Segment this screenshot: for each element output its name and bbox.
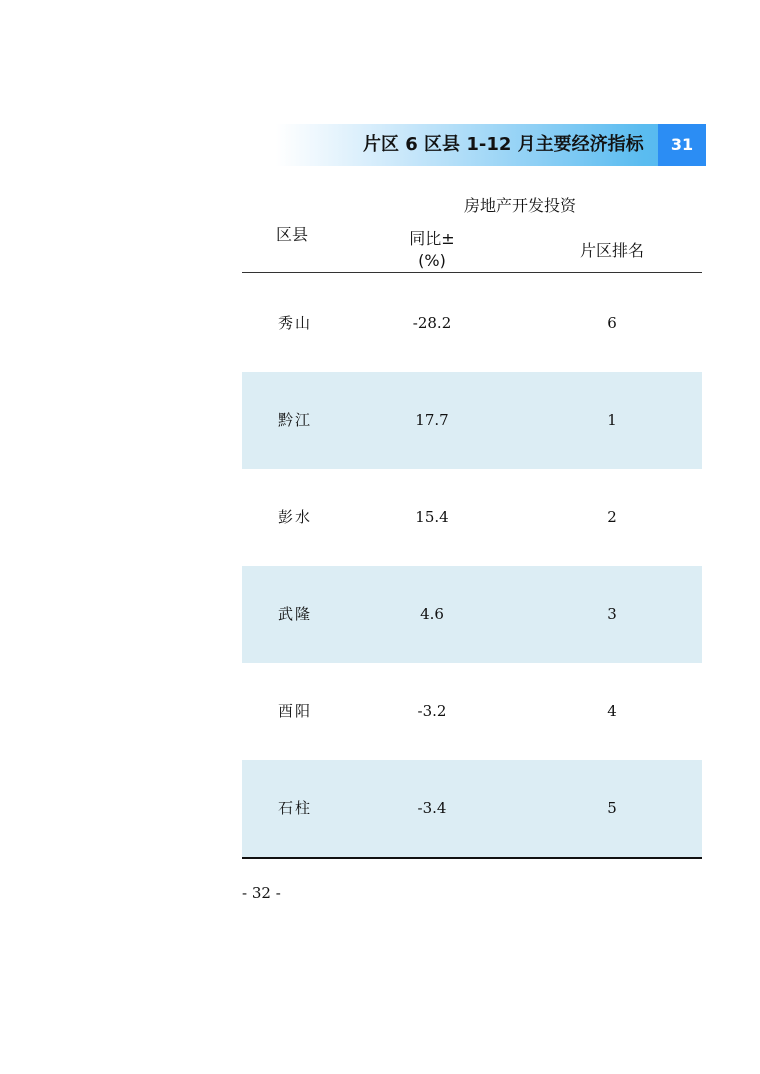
table-row	[242, 372, 702, 469]
header-yoy-unit: (%)	[418, 251, 446, 270]
rank-cell: 4	[607, 702, 617, 720]
district-cell: 酉阳	[278, 702, 313, 720]
header-group-real-estate: 房地产开发投资	[463, 196, 576, 215]
rank-cell: 5	[607, 799, 617, 817]
table-top-rule	[242, 272, 702, 273]
table-row	[242, 566, 702, 663]
yoy-cell: -28.2	[412, 314, 452, 332]
table-row	[242, 663, 702, 760]
yoy-cell: 4.6	[420, 605, 444, 623]
rank-cell: 3	[607, 605, 617, 623]
yoy-cell: 17.7	[415, 411, 449, 429]
district-cell: 武隆	[278, 605, 313, 623]
section-number-badge: 31	[658, 124, 706, 166]
table-row	[242, 275, 702, 372]
table-row	[242, 760, 702, 857]
district-cell: 黔江	[278, 411, 313, 429]
district-cell: 石柱	[278, 799, 313, 817]
page-number: - 32 -	[242, 884, 281, 902]
page-title: 片区 6 区县 1-12 月主要经济指标	[363, 134, 644, 155]
rank-cell: 1	[607, 411, 617, 429]
header-yoy: 同比±	[409, 229, 455, 248]
table-row	[242, 469, 702, 566]
yoy-cell: -3.4	[417, 799, 447, 817]
header-district: 区县	[276, 225, 309, 244]
yoy-cell: 15.4	[415, 508, 449, 526]
table-bottom-rule	[242, 857, 702, 859]
rank-cell: 2	[607, 508, 617, 526]
district-cell: 彭水	[278, 508, 313, 526]
header-rank: 片区排名	[579, 241, 644, 260]
district-cell: 秀山	[278, 314, 313, 332]
rank-cell: 6	[607, 314, 617, 332]
yoy-cell: -3.2	[417, 702, 447, 720]
